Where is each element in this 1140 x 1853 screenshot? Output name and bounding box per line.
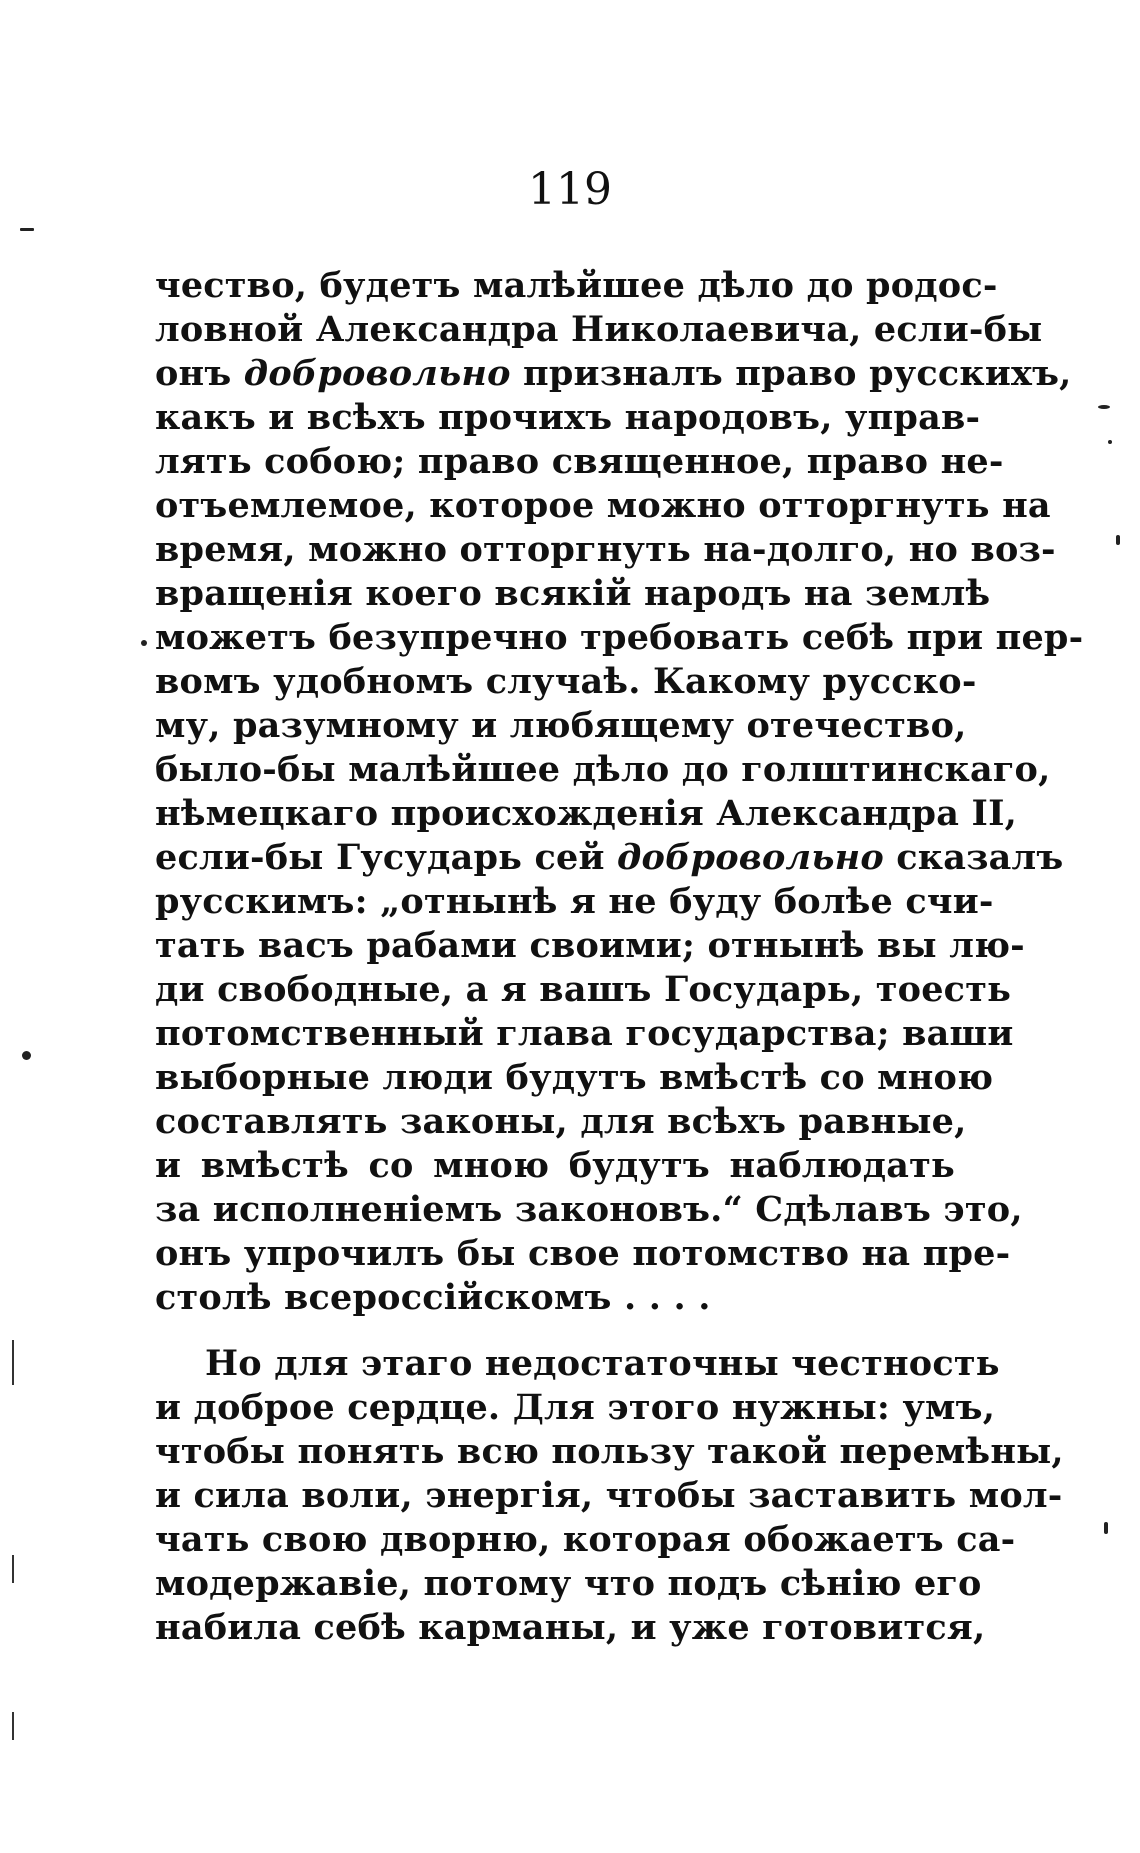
text-line [155,1188,1023,1232]
line-text: столѣ всероссійскомъ . . . . [155,1277,711,1318]
line-text: и вмѣстѣ со мною будутъ наблюдать [155,1145,955,1186]
text-line [155,660,977,704]
line-text: набила себѣ карманы, и уже готовится, [155,1607,986,1648]
line-text: ловной Александра Николаевича, если-бы [155,309,1043,350]
line-text: если-бы Гусударь сей [155,837,617,878]
scan-edge-line [12,1712,14,1740]
scan-speck [1116,535,1120,545]
line-text: отъемлемое, которое можно отторгнуть на [155,485,1051,526]
text-line [155,880,994,924]
text-line [155,748,1051,792]
line-text: онъ упрочилъ бы свое потомство на пре- [155,1233,1011,1274]
line-text: выборные люди будутъ вмѣстѣ со мною [155,1057,994,1098]
text-line [155,1100,967,1144]
scan-speck [1098,405,1110,409]
paragraph-2 [155,1342,1064,1650]
text-line [155,1430,1064,1474]
line-text: ди свободные, а я вашъ Государь, тоесть [155,969,1012,1010]
text-line [155,836,1064,880]
emphasized-text: добровольно [617,837,884,878]
text-line [155,1144,955,1188]
line-text: какъ и всѣхъ прочихъ народовъ, управ- [155,397,981,438]
line-text: нѣмецкаго происхожденія Александра II, [155,793,1018,834]
paragraph-1 [155,264,1084,1320]
emphasized-text: добровольно [243,353,511,394]
text-line [155,572,991,616]
text-line [155,1474,1063,1518]
text-line [155,704,967,748]
text-line [155,1056,994,1100]
line-text: сказалъ [883,837,1064,878]
text-line [155,396,981,440]
text-line [155,1342,1000,1386]
scan-edge-line [12,1340,14,1385]
line-text: можетъ безупречно требовать себѣ при пер- [155,617,1084,658]
scan-speck [1108,440,1112,444]
line-text: вращенія коего всякій народъ на землѣ [155,573,991,614]
text-line [155,1276,955,1320]
text-line [155,1232,1011,1276]
line-text: вомъ удобномъ случаѣ. Какому русско- [155,661,977,702]
line-text: чтобы понять всю пользу такой перемѣны, [155,1431,1064,1472]
line-text: и доброе сердце. Для этого нужны: умъ, [155,1387,996,1428]
text-line [155,1518,1016,1562]
line-text: за исполненіемъ законовъ.“ Сдѣлавъ это, [155,1189,1023,1230]
line-text: составлять законы, для всѣхъ равные, [155,1101,967,1142]
text-line [155,1606,986,1650]
text-line [155,484,1051,528]
line-text: модержавіе, потому что подъ сѣнію его [155,1563,982,1604]
line-text: чество, будетъ малѣйшее дѣло до родос- [155,265,998,306]
scan-speck [1104,1522,1108,1534]
body-text [155,264,1084,1650]
paragraph-gap [155,1320,955,1342]
text-line [155,264,998,308]
line-text: му, разумному и любящему отечество, [155,705,967,746]
line-text: чать свою дворню, которая обожаетъ са- [155,1519,1016,1560]
line-text: было-бы малѣйшее дѣло до голштинскаго, [155,749,1051,790]
text-line [155,968,1012,1012]
scan-edge-line [12,1555,14,1583]
line-text: потомственный глава государства; ваши [155,1013,1014,1054]
line-text: тать васъ рабами своими; отнынѣ вы лю- [155,925,1025,966]
text-line [155,440,1004,484]
line-text: русскимъ: „отнынѣ я не буду болѣе счи- [155,881,994,922]
scan-speck [22,1051,31,1060]
line-text: Но для этаго недостаточны честность [205,1343,1000,1384]
text-line [155,1562,982,1606]
line-text: онъ [155,353,244,394]
page-number: 119 [528,164,612,215]
text-line [155,924,1025,968]
scan-speck [141,640,147,646]
text-line [155,352,1072,396]
text-line [155,308,1043,352]
scan-speck [20,228,34,231]
text-line [155,792,1018,836]
text-line [155,616,1084,660]
line-text: призналъ право русскихъ, [510,353,1072,394]
text-line [155,1386,996,1430]
text-line [155,528,1056,572]
line-text: лять собою; право священное, право не- [155,441,1004,482]
line-text: и сила воли, энергія, чтобы заставить мол- [155,1475,1063,1516]
text-line [155,1012,1014,1056]
line-text: время, можно отторгнуть на-долго, но воз- [155,529,1056,570]
